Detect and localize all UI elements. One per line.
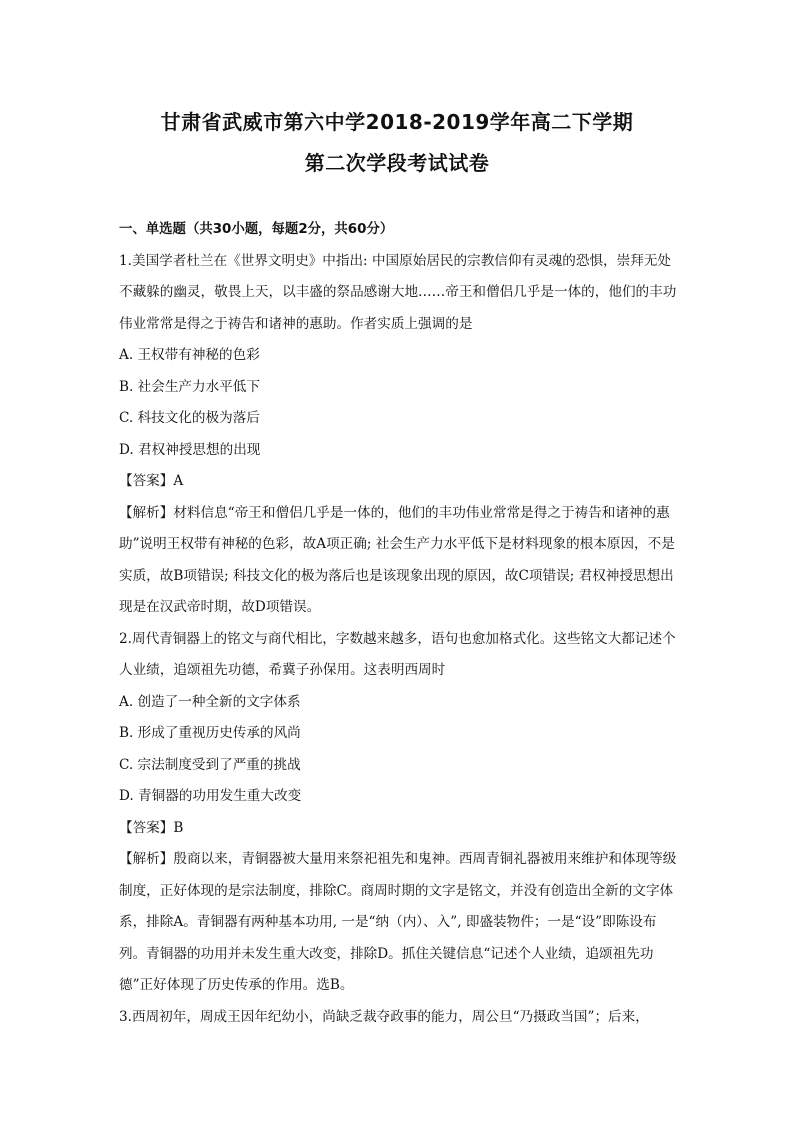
- question-1-stem: 1.美国学者杜兰在《世界文明史》中指出: 中国原始居民的宗教信仰有灵魂的恐惧，崇拜无处不藏躲的幽灵，敬畏上天，以丰盛的祭品感谢大地……帝王和僧侣几乎是一体的，他们的丰功伟业常常是得之于祷告和诸神的惠助。作者实质上强调的是: [119, 252, 677, 332]
- question-3-stem: 3.西周初年，周成王因年纪幼小，尚缺乏裁夺政事的能力，周公旦“乃摄政当国”；后来，: [119, 1008, 649, 1025]
- question-2-option-d: D. 青铜器的功用发生重大改变: [119, 788, 302, 804]
- question-1-option-c: C. 科技文化的极为落后: [119, 410, 260, 426]
- question-1-analysis: 【解析】材料信息“帝王和僧侣几乎是一体的，他们的丰功伟业常常是得之于祷告和诸神的惠助”说明王权带有神秘的色彩，故A项正确; 社会生产力水平低下是材料现象的根本原因，不是实质，故B项错误; 科技文化的极为落后也是该现象出现的原因，故C项错误; 君权神授思想出现是在汉武帝时期，故D项错误。: [119, 504, 675, 615]
- question-2-option-c: C. 宗法制度受到了严重的挑战: [119, 756, 301, 773]
- exam-title-line1: 甘肃省武威市第六中学2018-2019学年高二下学期: [160, 110, 634, 134]
- question-2-option-b: B. 形成了重视历史传承的风尚: [119, 725, 301, 741]
- exam-content: [119, 214, 679, 1033]
- question-1-option-d: D. 君权神授思想的出现: [119, 441, 261, 458]
- exam-title-line2: 第二次学段考试试卷: [304, 151, 490, 175]
- section-header: 一、单选题（共30小题，每题2分，共60分）: [119, 222, 394, 237]
- question-1-answer: 【答案】A: [119, 473, 184, 489]
- question-1-option-b: B. 社会生产力水平低下: [119, 378, 260, 395]
- question-2-answer: 【答案】B: [119, 819, 184, 836]
- question-2-analysis: 【解析】殷商以来，青铜器被大量用来祭祀祖先和鬼神。西周青铜礼器被用来维护和体现等级制度，正好体现的是宗法制度，排除C。商周时期的文字是铭文，并没有创造出全新的文字体系，排除A。青铜器有两种基本功用, 一是“纳（内）、入”, 即盛装物件；一是“设”即陈设布列。青铜器的功用并未发生重大改变，排除D。抓住关键信息“记述个人业绩，追颂祖先功德”正好体现了历史传承的作用。选B。: [119, 851, 677, 993]
- question-2-stem: 2.周代青铜器上的铭文与商代相比，字数越来越多，语句也愈加格式化。这些铭文大都记述个人业绩，追颂祖先功德，希冀子孙保用。这表明西周时: [119, 630, 676, 678]
- question-1-option-a: A. 王权带有神秘的色彩: [119, 347, 260, 363]
- question-2-option-a: A. 创造了一种全新的文字体系: [119, 693, 301, 710]
